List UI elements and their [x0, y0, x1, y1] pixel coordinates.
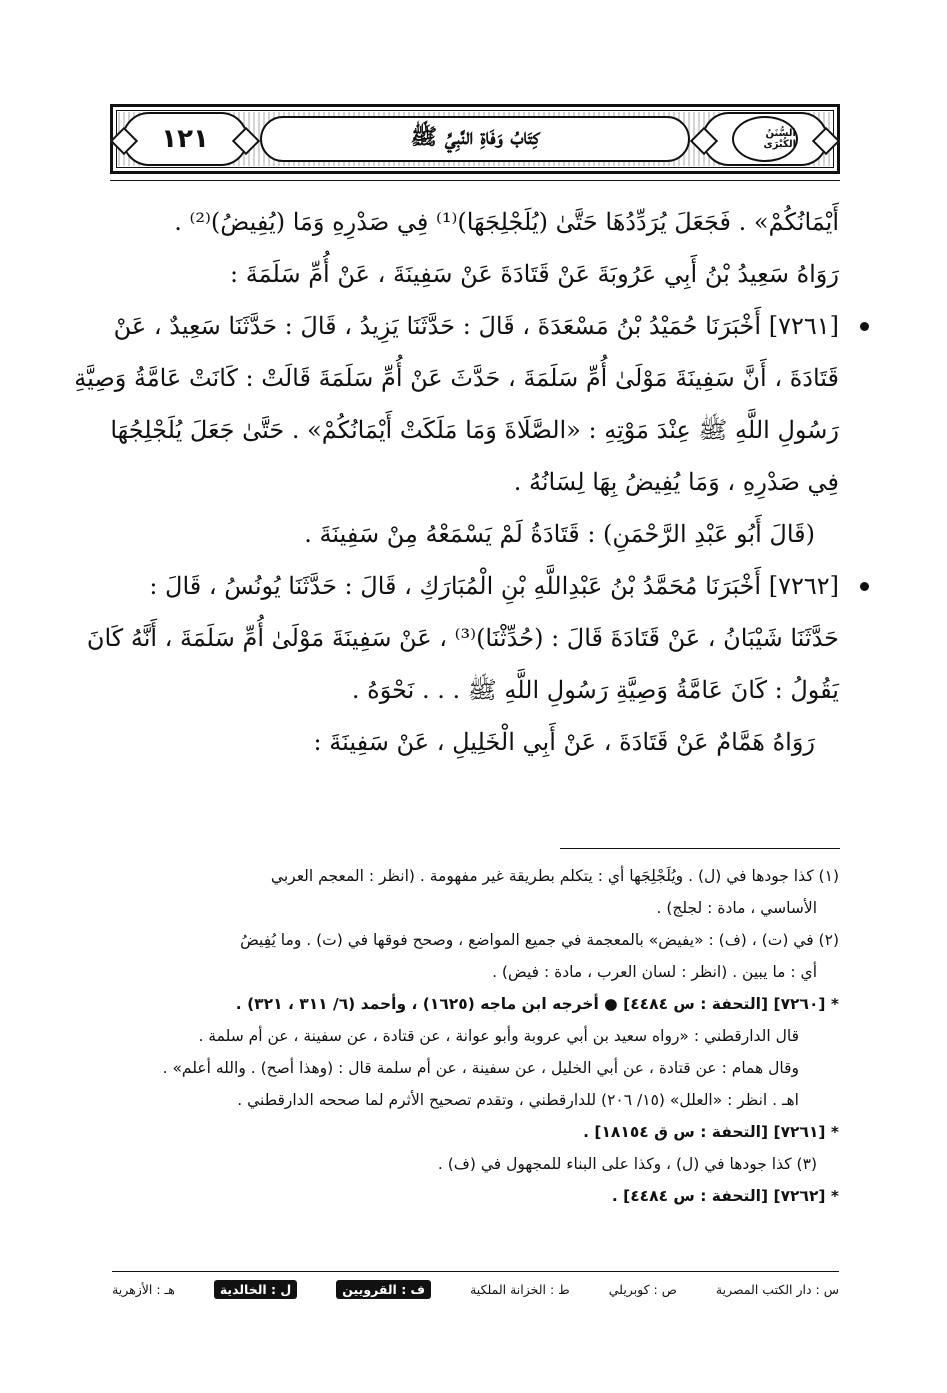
footnotes: [112, 860, 839, 1212]
hadith-line: حَدَّثَنَا شَيْبَانُ ، عَنْ قَتَادَةَ قَالَ : (حُدِّثْنَا)⁽³⁾ ، عَنْ سَفِينَةَ مَوْلَىٰ أُمِّ سَلَمَةَ ، أَنَّهُ كَانَ: [86, 624, 839, 652]
footnote-1: (١) كذا جودها في (ل) . ويُلَجْلِجَها أي : يتكلم بطريقة غير مفهومة . (انظر : المعجم العربي: [270, 867, 839, 885]
hadith-line: قَتَادَةَ ، أَنَّ سَفِينَةَ مَوْلَىٰ أُمِّ سَلَمَةَ ، حَدَّثَ عَنْ أُمِّ سَلَمَةَ قَالَتْ : كَانَتْ عَامَّةُ وَصِيَّةِ: [74, 364, 839, 392]
main-text: [74, 196, 839, 768]
header-rule: [110, 180, 840, 181]
hadith-line: فِي صَدْرِهِ ، وَمَا يُفِيضُ بِهَا لِسَانُهُ .: [513, 468, 839, 496]
intro-line-2: رَوَاهُ سَعِيدُ بْنُ أَبِي عَرُوبَةَ عَنْ قَتَادَةَ عَنْ سَفِينَةَ ، عَنْ أُمِّ سَلَمَةَ :: [230, 260, 839, 288]
legend-rule: [112, 1271, 839, 1272]
legend-l: ل : الخالدية: [214, 1280, 297, 1299]
tuhfa-7260: * [٧٢٦٠] [التحفة : س ٤٤٨٤] ● أخرجه ابن ماجه (١٦٢٥) ، وأحمد (٦/ ٣١١ ، ٣٢١) .: [235, 995, 839, 1013]
bullet-icon: [860, 322, 869, 331]
footnote-2: (٢) في (ت) ، (ف) : «يفيض» بالمعجمة في جميع المواضع ، وصحح فوقها في (ت) . وما يُفِيضُ: [240, 931, 839, 949]
page-number-medallion: [122, 112, 248, 166]
book-logo: السُّنَنُ الكُبْرَى: [732, 116, 798, 162]
legend-s: س : دار الكتب المصرية: [715, 1282, 839, 1297]
footnote-rule: [560, 848, 840, 849]
legend-t: ط : الخزانة الملكية: [470, 1282, 570, 1297]
intro-line-1: أَيْمَانُكُمْ» . فَجَعَلَ يُرَدِّدُهَا حَتَّىٰ (يُلَجْلِجَهَا)⁽¹⁾ فِي صَدْرِهِ وَمَا (يُفِيضُ)⁽²⁾ .: [174, 208, 839, 236]
legend-sad: ص : كوبريلي: [608, 1282, 677, 1297]
section-title: كِتَابُ وَفَاةِ النَّبِيِّ ﷺ: [410, 124, 540, 150]
tuhfa-7261: * [٧٢٦١] [التحفة : س ق ١٨١٥٤] .: [583, 1123, 839, 1141]
legend-f: ف : القرويين: [336, 1280, 431, 1299]
tuhfa-7260-note: قال الدارقطني : «رواه سعيد بن أبي عروبة وأبو عوانة ، عن قتادة ، عن سفينة ، عن أم سلمة .: [198, 1027, 799, 1045]
section-title-cartouche: [260, 116, 690, 162]
hadith-7262: [86, 560, 839, 716]
hadith-line: يَقُولُ : كَانَ عَامَّةُ وَصِيَّةِ رَسُولِ اللَّهِ ﷺ . . . نَحْوَهُ .: [351, 676, 839, 704]
tuhfa-7262: * [٧٢٦٢] [التحفة : س ٤٤٨٤] .: [611, 1187, 839, 1205]
tuhfa-7260-note: وقال همام : عن قتادة ، عن أبي الخليل ، عن سفينة ، عن أم سلمة قال : (وهذا أصح) . والله أعلم» .: [162, 1059, 799, 1077]
book-logo-medallion: [702, 112, 828, 166]
abu-abd-al-rahman-comment: (قَالَ أَبُو عَبْدِ الرَّحْمَنِ) : قَتَادَةُ لَمْ يَسْمَعْهُ مِنْ سَفِينَةَ .: [304, 520, 815, 548]
hadith-7261: [74, 300, 839, 508]
manuscript-legend: [112, 1280, 839, 1299]
hadith-line: [٧٢٦١] أَخْبَرَنَا حُمَيْدُ بْنُ مَسْعَدَةَ ، قَالَ : حَدَّثَنَا يَزِيدُ ، قَالَ : حَدَّثَنَا سَعِيدٌ ، عَنْ: [113, 312, 839, 340]
hadith-line: [٧٢٦٢] أَخْبَرَنَا مُحَمَّدُ بْنُ عَبْدِاللَّهِ بْنِ الْمُبَارَكِ ، قَالَ : حَدَّثَنَا يُونُسُ ، قَالَ :: [149, 572, 839, 600]
page-header: [110, 104, 840, 174]
footnote-1-cont: الأساسي ، مادة : لجلج) .: [656, 899, 817, 917]
footnote-3: (٣) كذا جودها في (ل) ، وكذا على البناء للمجهول في (ف) .: [437, 1155, 817, 1173]
closing-line: رَوَاهُ هَمَّامٌ عَنْ قَتَادَةَ ، عَنْ أَبِي الْخَلِيلِ ، عَنْ سَفِينَةَ :: [313, 728, 815, 756]
bullet-icon: [860, 582, 869, 591]
footnote-2-cont: أي : ما يبين . (انظر : لسان العرب ، مادة : فيض) .: [492, 963, 817, 981]
tuhfa-7260-note: اهـ . انظر : «العلل» (١٥/ ٢٠٦) للدارقطني ، وتقدم تصحيح الأثرم لما صححه الدارقطني .: [237, 1091, 799, 1109]
legend-h: هـ : الأزهرية: [112, 1282, 175, 1297]
hadith-line: رَسُولِ اللَّهِ ﷺ عِنْدَ مَوْتِهِ : «الصَّلَاةَ وَمَا مَلَكَتْ أَيْمَانُكُمْ» . حَتَّىٰ جَعَلَ يُلَجْلِجُهَا: [110, 416, 839, 444]
page-number: ١٢١: [161, 124, 209, 154]
